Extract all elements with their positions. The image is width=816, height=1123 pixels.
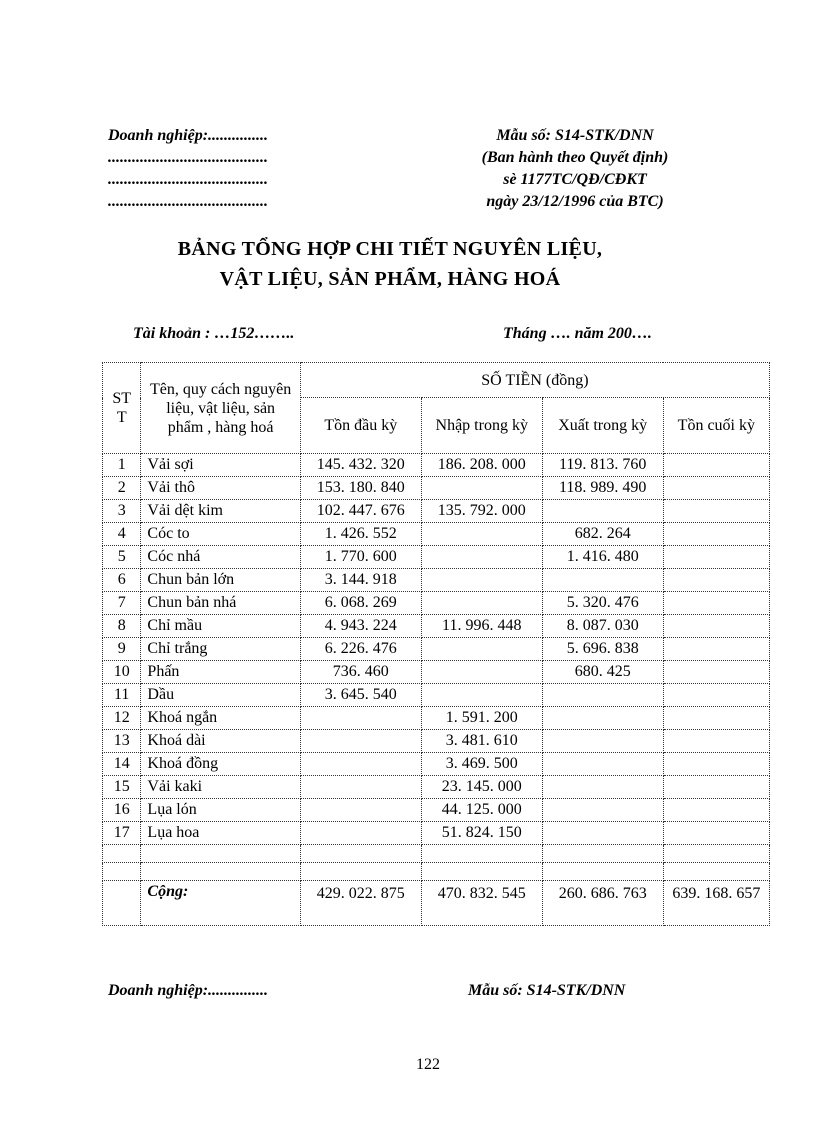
cell-closing [663, 799, 769, 822]
footer-enterprise: Doanh nghiệp:............... [108, 982, 269, 999]
cell-opening: 6. 226. 476 [300, 638, 421, 661]
cell-stt: 13 [103, 730, 141, 753]
cell-out [542, 776, 663, 799]
cell-stt: 12 [103, 707, 141, 730]
blank-row [103, 863, 770, 881]
table-body [103, 454, 770, 926]
total-row [103, 881, 770, 926]
blank-cell [300, 845, 421, 863]
blank-cell [421, 845, 542, 863]
cell-in: 44. 125. 000 [421, 799, 542, 822]
cell-name: Vải sợi [141, 454, 300, 477]
header-closing: Tồn cuối kỳ [663, 398, 769, 454]
cell-out: 1. 416. 480 [542, 546, 663, 569]
form-number: Mẫu số: S14-STK/DNN [496, 127, 654, 144]
cell-opening [300, 776, 421, 799]
header-out: Xuất trong kỳ [542, 398, 663, 454]
cell-in: 3. 469. 500 [421, 753, 542, 776]
cell-closing [663, 615, 769, 638]
cell-closing [663, 776, 769, 799]
cell-opening [300, 707, 421, 730]
cell-in [421, 684, 542, 707]
cell-stt: 16 [103, 799, 141, 822]
enterprise-label: Doanh nghiệp:............... [108, 127, 269, 144]
cell-closing [663, 500, 769, 523]
cell-name: Khoá đồng [141, 753, 300, 776]
cell-in [421, 638, 542, 661]
cell-closing [663, 730, 769, 753]
table-row [103, 454, 770, 477]
cell-out [542, 730, 663, 753]
blank-cell [300, 863, 421, 881]
cell-stt: 7 [103, 592, 141, 615]
blank-cell [103, 863, 141, 881]
blank-cell [542, 845, 663, 863]
blank-row [103, 845, 770, 863]
cell-opening: 1. 770. 600 [300, 546, 421, 569]
account-label: Tài khoản : …152…….. [133, 325, 295, 342]
cell-out [542, 684, 663, 707]
cell-opening: 153. 180. 840 [300, 477, 421, 500]
decision-line: (Ban hành theo Quyết định) [481, 149, 669, 166]
cell-opening [300, 730, 421, 753]
cell-name: Phấn [141, 661, 300, 684]
table-row [103, 500, 770, 523]
cell-in [421, 661, 542, 684]
table-row [103, 477, 770, 500]
cell-closing [663, 638, 769, 661]
header-stt: ST T [103, 363, 141, 454]
cell-out: 682. 264 [542, 523, 663, 546]
table-row [103, 615, 770, 638]
cell-stt: 5 [103, 546, 141, 569]
summary-table [102, 362, 770, 926]
cell-closing [663, 592, 769, 615]
cell-name: Khoá ngắn [141, 707, 300, 730]
header-left [108, 126, 368, 214]
cell-opening: 1. 426. 552 [300, 523, 421, 546]
cell-out: 680. 425 [542, 661, 663, 684]
table-row [103, 684, 770, 707]
cell-closing [663, 661, 769, 684]
cell-name: Vải thô [141, 477, 300, 500]
cell-opening [300, 799, 421, 822]
cell-out: 8. 087. 030 [542, 615, 663, 638]
decision-number: sè 1177TC/QĐ/CĐKT [503, 171, 647, 188]
cell-opening [300, 753, 421, 776]
cell-in: 135. 792. 000 [421, 500, 542, 523]
cell-out: 119. 813. 760 [542, 454, 663, 477]
table-row [103, 592, 770, 615]
table-row [103, 730, 770, 753]
cell-name: Chỉ trắng [141, 638, 300, 661]
blank-cell [663, 845, 769, 863]
footer-form-number: Mẫu số: S14-STK/DNN [468, 982, 626, 999]
cell-out: 5. 696. 838 [542, 638, 663, 661]
table-row [103, 546, 770, 569]
cell-out: 5. 320. 476 [542, 592, 663, 615]
table-row [103, 638, 770, 661]
cell-stt: 1 [103, 454, 141, 477]
cell-opening [300, 822, 421, 845]
cell-opening: 4. 943. 224 [300, 615, 421, 638]
cell-name: Chỉ mầu [141, 615, 300, 638]
cell-opening: 145. 432. 320 [300, 454, 421, 477]
cell-in: 3. 481. 610 [421, 730, 542, 753]
cell-closing [663, 569, 769, 592]
table-row [103, 523, 770, 546]
total-stt-cell [103, 881, 141, 926]
table-row [103, 707, 770, 730]
title-line-1: BẢNG TỔNG HỢP CHI TIẾT NGUYÊN LIỆU, [177, 238, 603, 260]
total-opening: 429. 022. 875 [300, 881, 421, 926]
cell-name: Lụa lón [141, 799, 300, 822]
cell-out [542, 822, 663, 845]
page-number: 122 [416, 1056, 440, 1073]
cell-closing [663, 822, 769, 845]
dotted-line: ........................................ [108, 149, 268, 166]
decision-date: ngày 23/12/1996 của BTC) [486, 193, 664, 210]
dotted-line: ........................................ [108, 171, 268, 188]
cell-closing [663, 546, 769, 569]
total-closing: 639. 168. 657 [663, 881, 769, 926]
cell-closing [663, 684, 769, 707]
cell-opening: 3. 645. 540 [300, 684, 421, 707]
cell-in: 186. 208. 000 [421, 454, 542, 477]
cell-out [542, 753, 663, 776]
cell-stt: 6 [103, 569, 141, 592]
cell-stt: 8 [103, 615, 141, 638]
cell-in [421, 569, 542, 592]
blank-cell [141, 845, 300, 863]
cell-stt: 15 [103, 776, 141, 799]
header-name: Tên, quy cách nguyên liệu, vật liệu, sản phẩm , hàng hoá [141, 363, 300, 454]
header-right [440, 126, 710, 214]
cell-name: Vải dệt kim [141, 500, 300, 523]
blank-cell [663, 863, 769, 881]
cell-stt: 11 [103, 684, 141, 707]
cell-opening: 102. 447. 676 [300, 500, 421, 523]
cell-out [542, 500, 663, 523]
total-label: Cộng: [141, 881, 300, 926]
cell-opening: 6. 068. 269 [300, 592, 421, 615]
cell-in: 51. 824. 150 [421, 822, 542, 845]
cell-stt: 10 [103, 661, 141, 684]
cell-stt: 17 [103, 822, 141, 845]
cell-name: Cóc nhá [141, 546, 300, 569]
blank-cell [103, 845, 141, 863]
title-line-2: VẬT LIỆU, SẢN PHẨM, HÀNG HOÁ [219, 268, 561, 290]
cell-name: Cóc to [141, 523, 300, 546]
table-row [103, 661, 770, 684]
blank-cell [421, 863, 542, 881]
cell-stt: 2 [103, 477, 141, 500]
cell-stt: 9 [103, 638, 141, 661]
cell-in [421, 546, 542, 569]
cell-out [542, 569, 663, 592]
blank-cell [542, 863, 663, 881]
cell-name: Vải kaki [141, 776, 300, 799]
cell-in [421, 592, 542, 615]
header-money-group: SỐ TIỀN (đồng) [300, 363, 769, 398]
cell-name: Khoá dài [141, 730, 300, 753]
cell-out: 118. 989. 490 [542, 477, 663, 500]
total-out: 260. 686. 763 [542, 881, 663, 926]
cell-closing [663, 707, 769, 730]
cell-opening: 736. 460 [300, 661, 421, 684]
cell-closing [663, 753, 769, 776]
table-row [103, 776, 770, 799]
cell-in [421, 477, 542, 500]
cell-out [542, 707, 663, 730]
cell-out [542, 799, 663, 822]
cell-opening: 3. 144. 918 [300, 569, 421, 592]
month-label: Tháng …. năm 200…. [503, 325, 652, 342]
cell-in: 1. 591. 200 [421, 707, 542, 730]
table-row [103, 822, 770, 845]
cell-stt: 14 [103, 753, 141, 776]
dotted-line: ........................................ [108, 193, 268, 210]
blank-cell [141, 863, 300, 881]
cell-in: 11. 996. 448 [421, 615, 542, 638]
header-in: Nhập trong kỳ [421, 398, 542, 454]
header-opening: Tồn đầu kỳ [300, 398, 421, 454]
cell-name: Dầu [141, 684, 300, 707]
cell-in: 23. 145. 000 [421, 776, 542, 799]
cell-in [421, 523, 542, 546]
cell-name: Lụa hoa [141, 822, 300, 845]
table-row [103, 799, 770, 822]
cell-closing [663, 477, 769, 500]
total-in: 470. 832. 545 [421, 881, 542, 926]
cell-closing [663, 454, 769, 477]
page-title [100, 234, 680, 294]
cell-closing [663, 523, 769, 546]
cell-stt: 4 [103, 523, 141, 546]
cell-name: Chun bản nhá [141, 592, 300, 615]
table-row [103, 569, 770, 592]
cell-name: Chun bản lớn [141, 569, 300, 592]
cell-stt: 3 [103, 500, 141, 523]
table-row [103, 753, 770, 776]
